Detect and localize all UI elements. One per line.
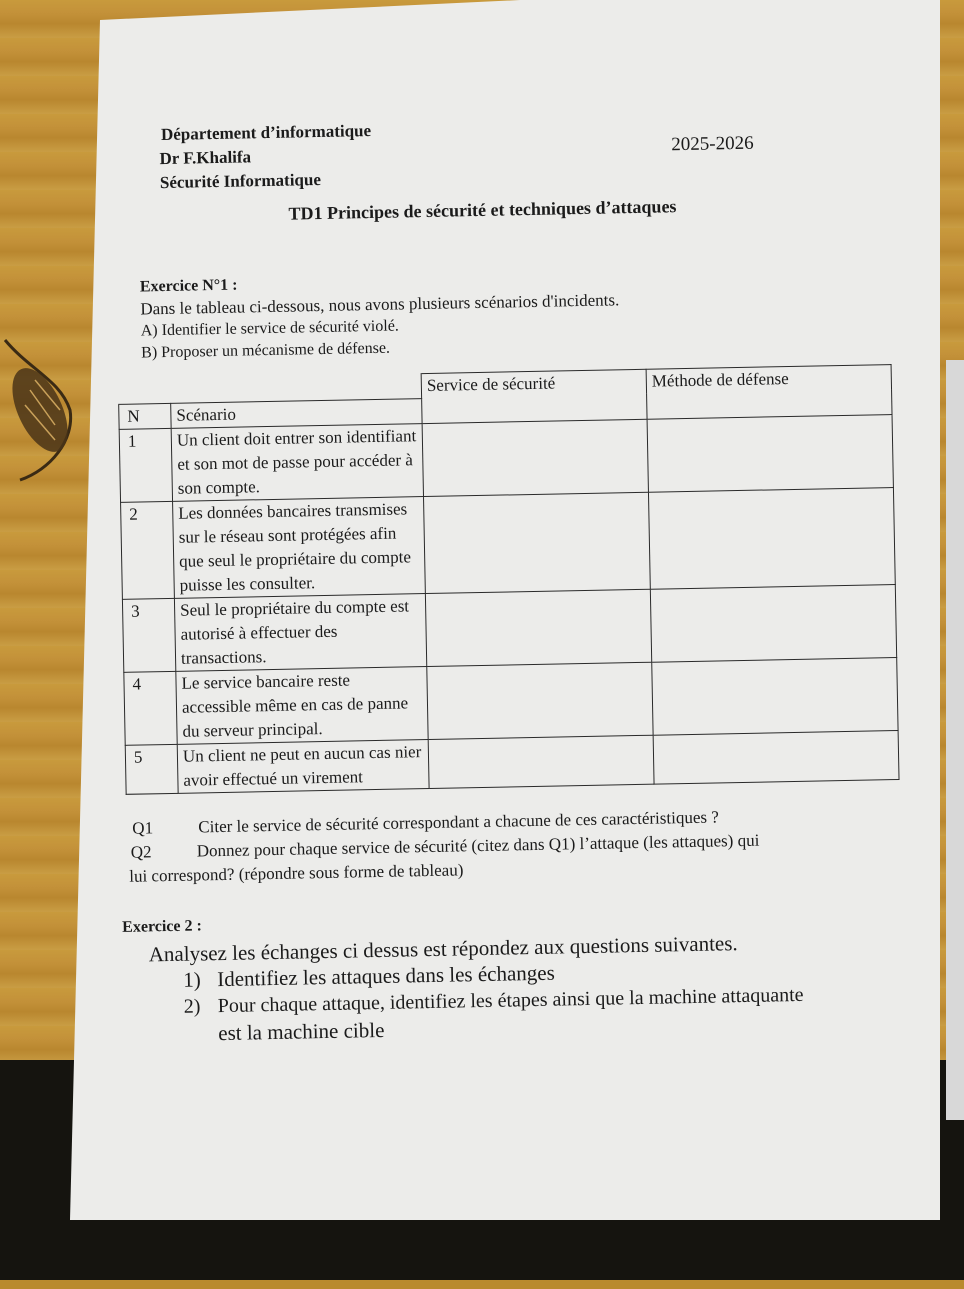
question-2-continuation: lui correspond? (répondre sous forme de tableau) xyxy=(129,860,464,886)
row-defense-cell xyxy=(647,414,893,492)
header-service: Service de sécurité xyxy=(421,369,646,398)
department-name: Département d’informatique xyxy=(160,121,372,145)
exercise2-label: Exercice 2 : xyxy=(122,917,203,936)
row-scenario: Le service bancaire reste accessible même en cas de panne du serveur principal. xyxy=(176,666,428,744)
exercise2-item-number: 1) xyxy=(183,967,201,992)
row-scenario: Un client ne peut en aucun cas nier avoir effectué un virement xyxy=(177,739,429,793)
row-defense-cell xyxy=(648,487,895,589)
question-1-text: Citer le service de sécurité correspondant a chacune de ces caractéristiques ? xyxy=(198,807,719,837)
exercise2-item-text: Pour chaque attaque, identifiez les étapes ainsi que la machine attaquante xyxy=(217,983,804,1018)
exercise2-item-number: 2) xyxy=(183,995,201,1018)
row-scenario: Seul le propriétaire du compte est autorisé à effectuer des transactions. xyxy=(174,593,426,671)
teacher-name: Dr F.Khalifa xyxy=(159,147,252,169)
exercise1-intro: Dans le tableau ci-dessous, nous avons plusieurs scénarios d'incidents. xyxy=(140,290,620,319)
exercise1-task-a: A) Identifier le service de sécurité violé. xyxy=(140,317,399,340)
row-number: 3 xyxy=(122,598,175,672)
question-1-number: Q1 xyxy=(132,818,154,838)
table-row xyxy=(121,487,896,599)
row-defense-cell xyxy=(650,584,896,662)
row-number: 5 xyxy=(125,744,178,794)
header-n: N xyxy=(119,403,171,429)
row-service-cell xyxy=(423,492,650,593)
exercise1-label: Exercice N°1 : xyxy=(139,276,238,296)
row-scenario: Les données bancaires transmises sur le réseau sont protégées afin que seul le propriétaire du compte puisse les consulter. xyxy=(173,496,426,598)
row-number: 4 xyxy=(124,671,177,745)
header-scenario: Scénario xyxy=(171,398,422,428)
row-defense-cell xyxy=(653,730,899,784)
question-2-number: Q2 xyxy=(130,842,152,862)
academic-year: 2025-2026 xyxy=(671,132,754,156)
question-2-text: Donnez pour chaque service de sécurité (citez dans Q1) l’attaque (les attaques) qui xyxy=(196,830,760,861)
exercise2-item-text: Identifiez les attaques dans les échanges xyxy=(216,960,556,992)
exercise1-task-b: B) Proposer un mécanisme de défense. xyxy=(141,339,391,362)
row-service-cell xyxy=(427,662,653,739)
row-number: 1 xyxy=(119,428,172,502)
row-service-cell xyxy=(425,589,651,666)
scenario-table xyxy=(118,364,900,794)
exercise2-item-continuation: est la machine cible xyxy=(218,1017,385,1046)
row-number: 2 xyxy=(121,501,175,599)
course-name: Sécurité Informatique xyxy=(159,169,322,193)
exercise2-intro: Analysez les échanges ci dessus est répondez aux questions suivantes. xyxy=(148,931,738,967)
row-service-cell xyxy=(422,419,648,496)
header-defense: Méthode de défense xyxy=(646,365,891,394)
document-title: TD1 Principes de sécurité et techniques d’attaques xyxy=(288,196,677,224)
row-scenario: Un client doit entrer son identifiant et son mot de passe pour accéder à son compte. xyxy=(171,423,423,501)
row-defense-cell xyxy=(652,657,898,735)
row-service-cell xyxy=(428,735,654,788)
